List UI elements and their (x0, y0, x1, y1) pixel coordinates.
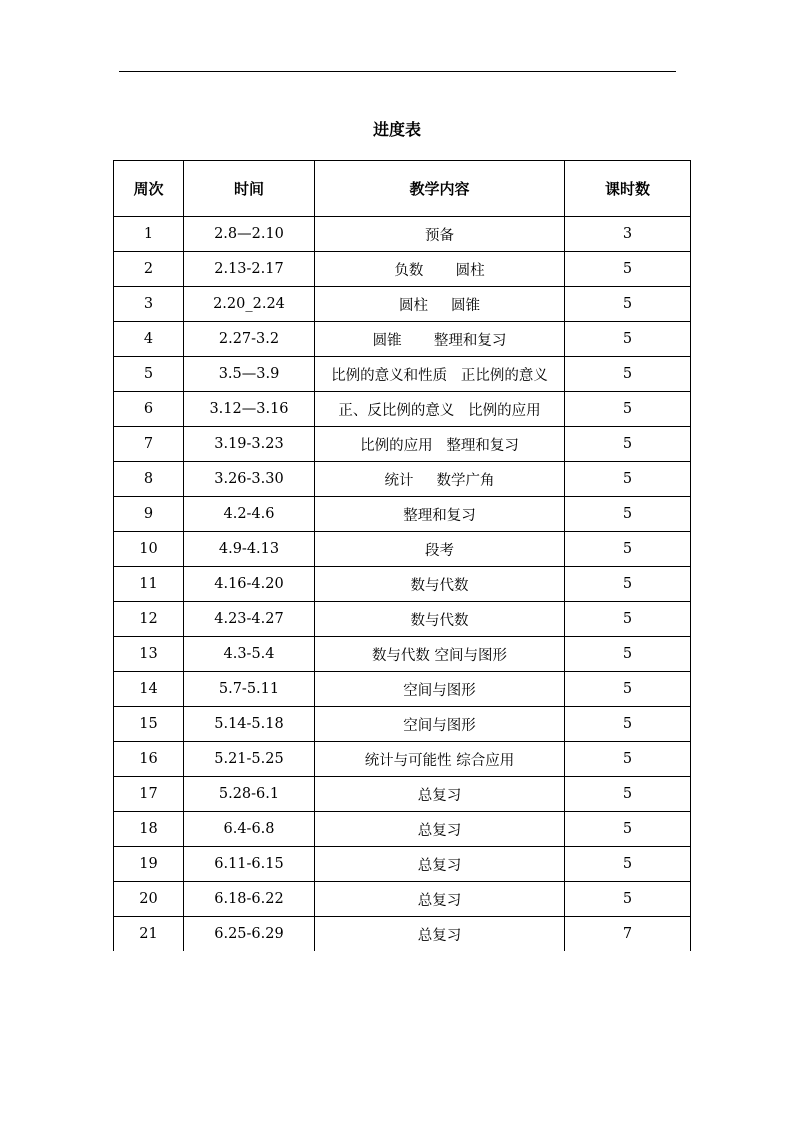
week-cell: 4 (114, 322, 184, 357)
header-hours: 课时数 (565, 161, 691, 217)
content-cell: 空间与图形 (315, 707, 565, 742)
table-row (114, 427, 691, 462)
week-cell: 21 (114, 917, 184, 952)
header-week: 周次 (114, 161, 184, 217)
week-cell: 20 (114, 882, 184, 917)
table-row (114, 917, 691, 952)
time-cell: 5.7-5.11 (184, 672, 315, 707)
hours-cell: 5 (565, 322, 691, 357)
hours-cell: 5 (565, 707, 691, 742)
table-row (114, 847, 691, 882)
table-row (114, 637, 691, 672)
week-cell: 13 (114, 637, 184, 672)
week-cell: 11 (114, 567, 184, 602)
hours-cell: 7 (565, 917, 691, 952)
table-row (114, 462, 691, 497)
table-row (114, 882, 691, 917)
table-row (114, 707, 691, 742)
table-row (114, 567, 691, 602)
week-cell: 18 (114, 812, 184, 847)
table-row (114, 812, 691, 847)
hours-cell: 5 (565, 392, 691, 427)
content-cell: 统计 数学广角 (315, 462, 565, 497)
week-cell: 9 (114, 497, 184, 532)
time-cell: 4.23-4.27 (184, 602, 315, 637)
hours-cell: 5 (565, 567, 691, 602)
week-cell: 14 (114, 672, 184, 707)
table-row (114, 742, 691, 777)
time-cell: 5.28-6.1 (184, 777, 315, 812)
time-cell: 3.5—3.9 (184, 357, 315, 392)
content-cell: 数与代数 (315, 567, 565, 602)
table-row (114, 322, 691, 357)
hours-cell: 5 (565, 357, 691, 392)
time-cell: 6.18-6.22 (184, 882, 315, 917)
table-row (114, 357, 691, 392)
table-row (114, 602, 691, 637)
time-cell: 3.19-3.23 (184, 427, 315, 462)
hours-cell: 5 (565, 497, 691, 532)
header-time: 时间 (184, 161, 315, 217)
time-cell: 2.8—2.10 (184, 217, 315, 252)
week-cell: 7 (114, 427, 184, 462)
week-cell: 8 (114, 462, 184, 497)
week-cell: 19 (114, 847, 184, 882)
content-cell: 总复习 (315, 882, 565, 917)
content-cell: 空间与图形 (315, 672, 565, 707)
content-cell: 段考 (315, 532, 565, 567)
week-cell: 1 (114, 217, 184, 252)
document-title: 进度表 (372, 120, 421, 139)
hours-cell: 5 (565, 672, 691, 707)
time-cell: 4.2-4.6 (184, 497, 315, 532)
week-cell: 5 (114, 357, 184, 392)
content-cell: 总复习 (315, 917, 565, 952)
content-cell: 整理和复习 (315, 497, 565, 532)
table-row (114, 217, 691, 252)
table-row (114, 497, 691, 532)
hours-cell: 5 (565, 427, 691, 462)
time-cell: 6.25-6.29 (184, 917, 315, 952)
content-cell: 比例的应用 整理和复习 (315, 427, 565, 462)
time-cell: 4.9-4.13 (184, 532, 315, 567)
table-row (114, 287, 691, 322)
time-cell: 5.14-5.18 (184, 707, 315, 742)
content-cell: 比例的意义和性质 正比例的意义 (315, 357, 565, 392)
schedule-table (113, 160, 691, 951)
content-cell: 正、反比例的意义 比例的应用 (315, 392, 565, 427)
content-cell: 负数 圆柱 (315, 252, 565, 287)
week-cell: 16 (114, 742, 184, 777)
table-row (114, 777, 691, 812)
hours-cell: 5 (565, 462, 691, 497)
content-cell: 预备 (315, 217, 565, 252)
week-cell: 6 (114, 392, 184, 427)
time-cell: 4.3-5.4 (184, 637, 315, 672)
table-row (114, 252, 691, 287)
content-cell: 总复习 (315, 812, 565, 847)
hours-cell: 5 (565, 777, 691, 812)
hours-cell: 5 (565, 812, 691, 847)
time-cell: 3.12—3.16 (184, 392, 315, 427)
time-cell: 4.16-4.20 (184, 567, 315, 602)
week-cell: 15 (114, 707, 184, 742)
table-row (114, 532, 691, 567)
time-cell: 5.21-5.25 (184, 742, 315, 777)
content-cell: 总复习 (315, 777, 565, 812)
week-cell: 17 (114, 777, 184, 812)
hours-cell: 5 (565, 882, 691, 917)
content-cell: 统计与可能性 综合应用 (315, 742, 565, 777)
hours-cell: 5 (565, 532, 691, 567)
hours-cell: 5 (565, 602, 691, 637)
hours-cell: 5 (565, 637, 691, 672)
time-cell: 6.11-6.15 (184, 847, 315, 882)
content-cell: 圆柱 圆锥 (315, 287, 565, 322)
time-cell: 2.27-3.2 (184, 322, 315, 357)
week-cell: 2 (114, 252, 184, 287)
hours-cell: 5 (565, 287, 691, 322)
table-row (114, 672, 691, 707)
content-cell: 圆锥 整理和复习 (315, 322, 565, 357)
header-content: 教学内容 (315, 161, 565, 217)
week-cell: 12 (114, 602, 184, 637)
content-cell: 数与代数 空间与图形 (315, 637, 565, 672)
hours-cell: 5 (565, 847, 691, 882)
week-cell: 10 (114, 532, 184, 567)
hours-cell: 3 (565, 217, 691, 252)
week-cell: 3 (114, 287, 184, 322)
content-cell: 数与代数 (315, 602, 565, 637)
time-cell: 6.4-6.8 (184, 812, 315, 847)
table-row (114, 392, 691, 427)
content-cell: 总复习 (315, 847, 565, 882)
table-header-row (114, 161, 691, 217)
header-rule (119, 71, 676, 72)
time-cell: 3.26-3.30 (184, 462, 315, 497)
time-cell: 2.20_2.24 (184, 287, 315, 322)
hours-cell: 5 (565, 742, 691, 777)
hours-cell: 5 (565, 252, 691, 287)
time-cell: 2.13-2.17 (184, 252, 315, 287)
